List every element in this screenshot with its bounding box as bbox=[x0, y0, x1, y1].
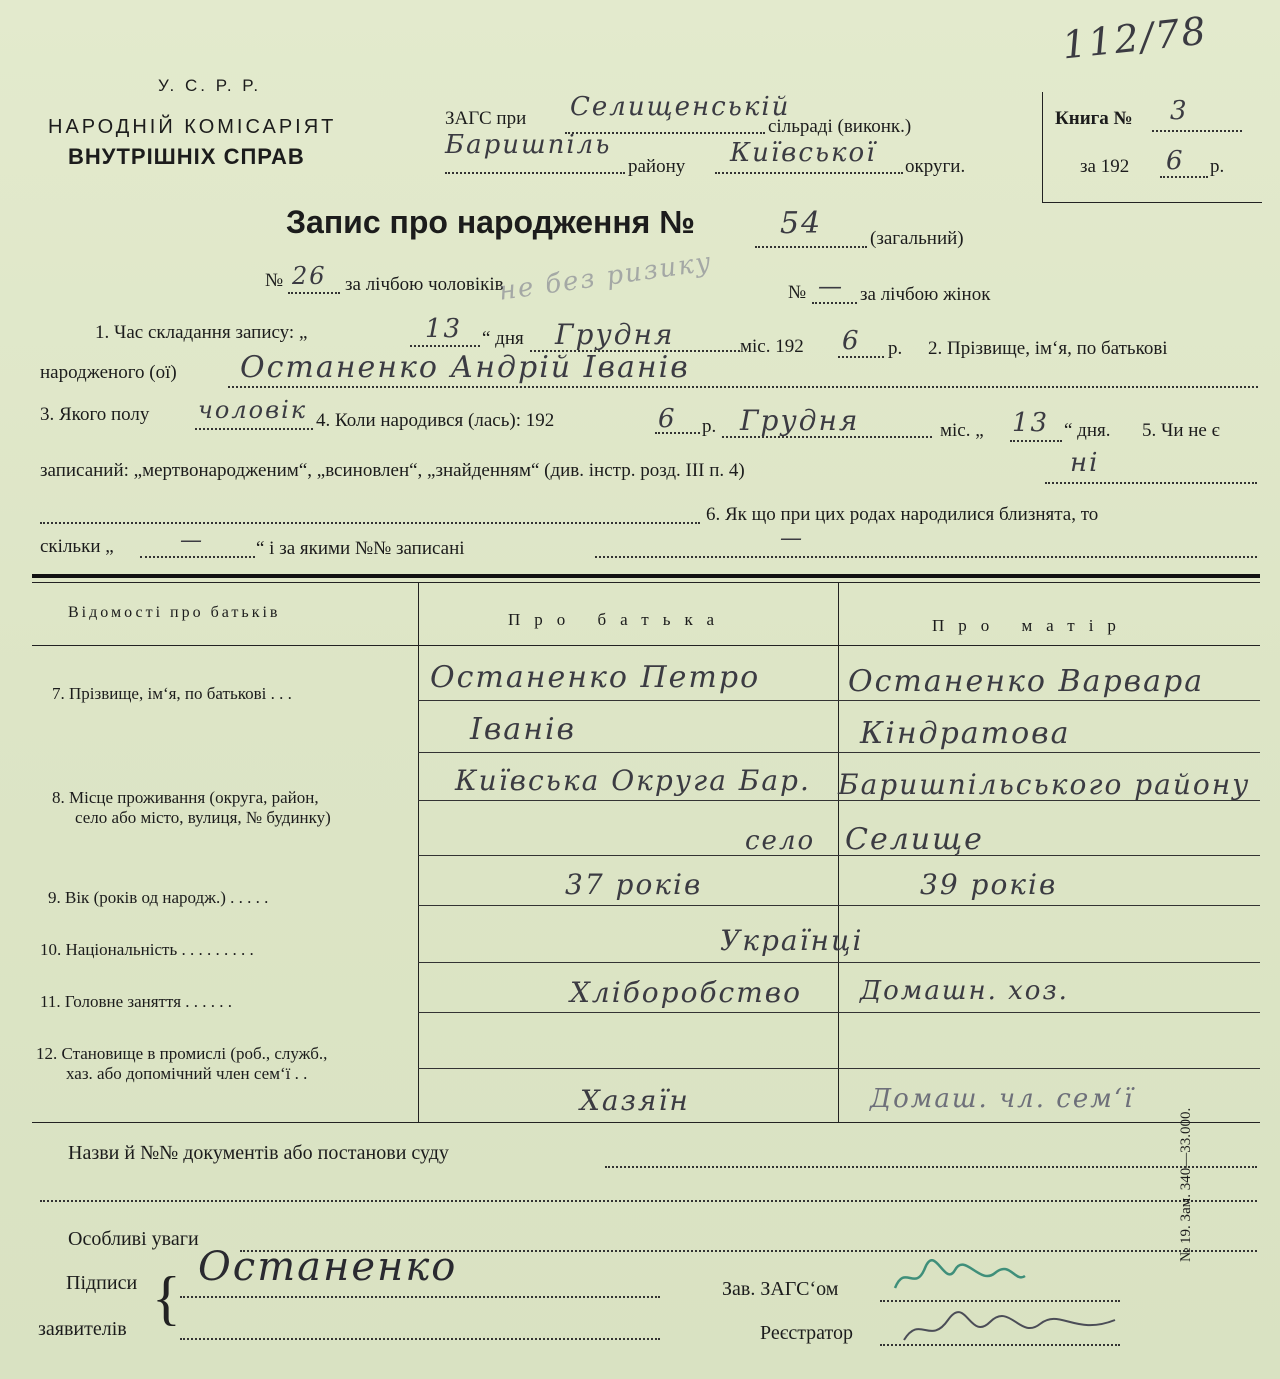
mother-address-line2: Селище bbox=[845, 822, 984, 857]
col-header-info: Відомості про батьків bbox=[68, 604, 281, 621]
book-year-value: 6 bbox=[1166, 146, 1185, 176]
ussr-label: У. С. Р. Р. bbox=[158, 76, 262, 95]
field-4-year: 6 bbox=[658, 404, 677, 434]
father-address-line1: Київська Округа Бар. bbox=[455, 764, 811, 797]
mother-age: 39 років bbox=[920, 868, 1058, 901]
mother-name-line1: Останенко Варвара bbox=[848, 664, 1205, 699]
zags-council-suffix: сільраді (виконк.) bbox=[768, 116, 912, 137]
notes-label: Особливі уваги bbox=[68, 1228, 199, 1250]
okrug-label: округи. bbox=[905, 156, 966, 177]
table-top-rule bbox=[32, 574, 1260, 578]
mother-status: Домаш. чл. сем‘ї bbox=[870, 1084, 1135, 1114]
record-title-suffix: (загальний) bbox=[870, 228, 964, 249]
book-year-suffix: р. bbox=[1210, 156, 1225, 177]
field-4-year-suffix: р. bbox=[702, 416, 717, 437]
row-12-label2: хаз. або допомічний член сем‘ї . . bbox=[66, 1064, 308, 1083]
stamp-text: не без ризику bbox=[496, 247, 715, 307]
field-6-value-a: — bbox=[180, 528, 204, 553]
row-10-label: 10. Національність . . . . . . . . . bbox=[40, 940, 254, 959]
registrar-signature-mark bbox=[900, 1306, 1120, 1350]
field-2-label2: народженого (ої) bbox=[40, 362, 177, 383]
field-5-label2: записаний: „мертвонародженим“, „всиновлен“, „знайденням“ (див. інстр. розд. III п. 4) bbox=[40, 460, 745, 481]
field-6-label2a: скільки „ bbox=[40, 536, 114, 557]
field-2-label: 2. Прізвище, ім‘я, по батькові bbox=[928, 338, 1168, 359]
field-1-year-suffix: р. bbox=[888, 338, 903, 359]
men-number-prefix: № bbox=[265, 270, 284, 291]
field-1-month-suffix: міс. 192 bbox=[740, 336, 804, 357]
row-8-label2: село або місто, вулиця, № будинку) bbox=[75, 808, 331, 827]
men-number-label: за лічбою чоловіків bbox=[345, 274, 504, 295]
book-year-prefix: за 192 bbox=[1080, 156, 1130, 177]
okrug-value: Київської bbox=[730, 138, 877, 168]
field-4-day-suffix: “ дня. bbox=[1064, 420, 1111, 441]
father-age: 37 років bbox=[565, 868, 703, 901]
mother-address-line1: Баришпільського району bbox=[838, 768, 1251, 801]
father-name-line2: Іванів bbox=[470, 712, 577, 747]
field-2-value: Останенко Андрій Іванів bbox=[240, 350, 690, 385]
applicants-label: заявителів bbox=[38, 1318, 127, 1340]
row-11-label: 11. Головне заняття . . . . . . bbox=[40, 992, 233, 1011]
signature-brace: { bbox=[152, 1265, 181, 1331]
col-header-father: Про батька bbox=[508, 610, 729, 629]
field-4-label: 4. Коли народився (лась): 192 bbox=[316, 410, 555, 431]
women-number-label: за лічбою жінок bbox=[860, 284, 991, 305]
row-12-label: 12. Становище в промислі (роб., служб., bbox=[36, 1044, 328, 1063]
field-6-value-b: — bbox=[780, 526, 804, 551]
nationality-both: Українці bbox=[720, 924, 864, 957]
father-address-line2: село bbox=[745, 826, 816, 856]
men-number-value: 26 bbox=[292, 262, 327, 290]
row-9-label: 9. Вік (років од народж.) . . . . . bbox=[48, 888, 269, 907]
applicant-signature: Останенко bbox=[198, 1244, 458, 1290]
field-3-value: чоловік bbox=[198, 396, 308, 424]
field-6-label: 6. Як що при цих родах народилися близнята, то bbox=[706, 504, 1099, 525]
record-title: Запис про народження № bbox=[286, 204, 695, 240]
record-number: 54 bbox=[780, 206, 823, 241]
zags-council-value: Селищенській bbox=[570, 92, 791, 122]
head-label: Зав. ЗАГС‘ом bbox=[722, 1278, 839, 1300]
registrar-label: Реєстратор bbox=[760, 1322, 854, 1344]
col-header-mother: Про матір bbox=[932, 616, 1130, 635]
field-5-value: ні bbox=[1070, 448, 1100, 478]
father-name-line1: Останенко Петро bbox=[430, 660, 761, 695]
field-3-label: 3. Якого полу bbox=[40, 404, 150, 425]
signatures-label: Підписи bbox=[66, 1272, 138, 1294]
mother-occupation: Домашн. хоз. bbox=[860, 976, 1069, 1006]
side-print: № 19. Зам. 340—33.000. bbox=[1178, 1107, 1194, 1262]
field-6-label2b: “ і за якими №№ записані bbox=[256, 538, 465, 559]
mother-name-line2: Кіндратова bbox=[860, 716, 1071, 751]
field-1-day-suffix: “ дня bbox=[482, 328, 524, 349]
row-8-label: 8. Місце проживання (округа, район, bbox=[52, 788, 319, 807]
head-signature-mark bbox=[890, 1258, 1030, 1298]
field-1-label: 1. Час складання запису: „ bbox=[95, 322, 308, 343]
field-5-label: 5. Чи не є bbox=[1142, 420, 1220, 441]
book-label: Книга № bbox=[1055, 108, 1133, 129]
archive-number: 112/78 bbox=[1060, 8, 1210, 68]
field-4-month-suffix: міс. „ bbox=[940, 420, 984, 441]
zags-prefix: ЗАГС при bbox=[445, 108, 527, 129]
district-value: Баришпіль bbox=[445, 130, 612, 160]
district-label: району bbox=[628, 156, 686, 177]
women-number-value: — bbox=[818, 272, 844, 300]
field-1-year: 6 bbox=[842, 326, 861, 356]
ministry-label: ВНУТРІШНІХ СПРАВ bbox=[68, 144, 305, 169]
field-4-day: 13 bbox=[1012, 408, 1050, 438]
field-1-month: Грудня bbox=[555, 318, 675, 351]
book-value: 3 bbox=[1170, 96, 1189, 126]
father-status: Хазяїн bbox=[580, 1084, 690, 1117]
father-occupation: Хліборобство bbox=[570, 976, 802, 1009]
field-1-day: 13 bbox=[425, 314, 463, 344]
field-4-month: Грудня bbox=[740, 404, 860, 437]
docs-label: Назви й №№ документів або постанови суду bbox=[68, 1142, 449, 1164]
commissariat-label: НАРОДНІЙ КОМІСАРІЯТ bbox=[48, 116, 337, 138]
row-7-label: 7. Прізвище, ім‘я, по батькові . . . bbox=[52, 684, 292, 703]
women-number-prefix: № bbox=[788, 282, 807, 303]
